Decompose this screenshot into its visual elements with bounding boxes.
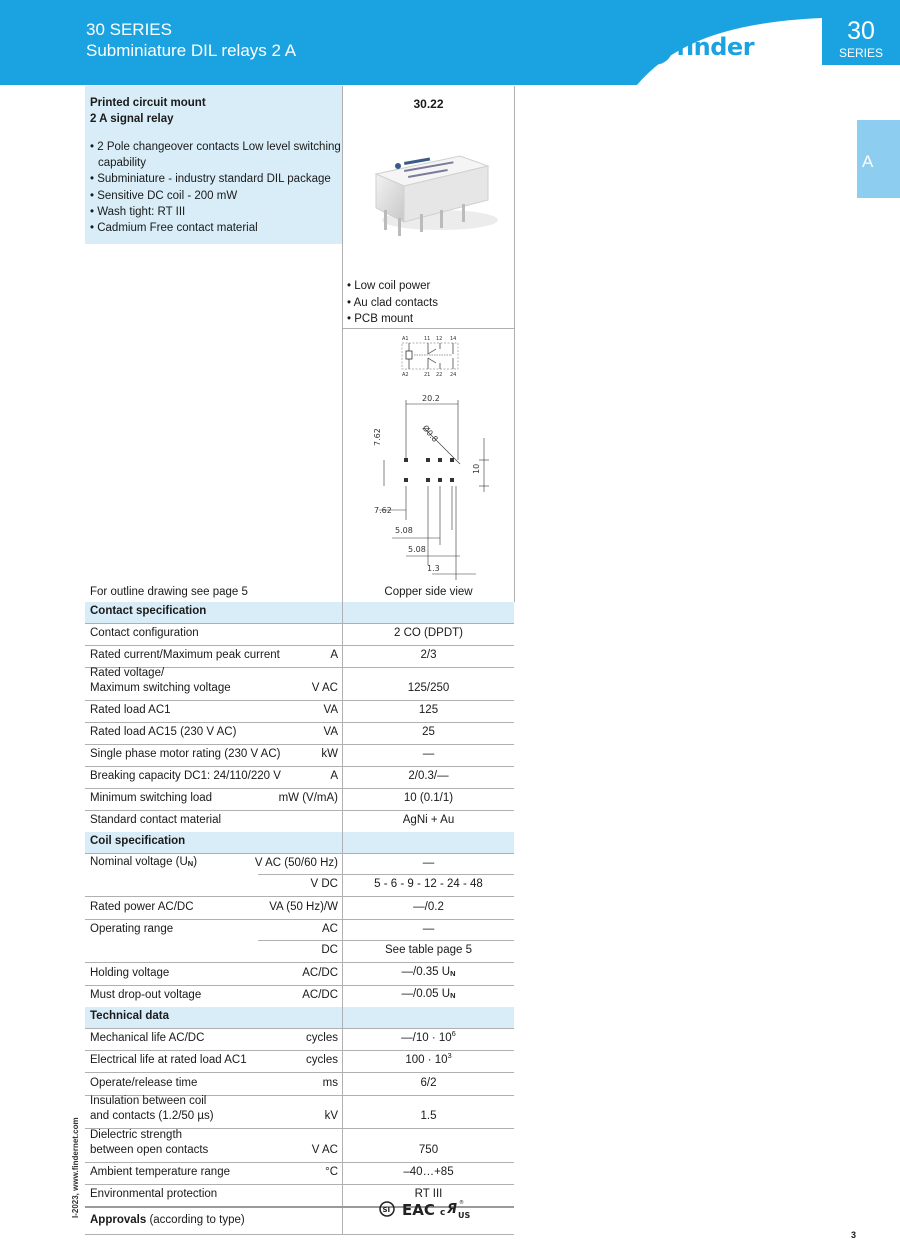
page-number: 3 xyxy=(851,1230,857,1240)
table-row: Operating range AC — xyxy=(85,919,514,941)
spec-table xyxy=(85,602,514,1235)
list-item: • 2 Pole changeover contacts Low level switching capability xyxy=(90,139,342,171)
table-row: Environmental protection RT III xyxy=(85,1184,514,1206)
section-tab[interactable] xyxy=(857,120,900,198)
table-row: Single phase motor rating (230 V AC) kW — xyxy=(85,744,514,766)
table-row: Approvals (according to type) xyxy=(85,1206,514,1235)
dimension-label: 7.62 xyxy=(374,506,392,515)
feature-heading-2: 2 A signal relay xyxy=(90,113,174,125)
column-divider xyxy=(514,86,515,602)
relay-photo-icon xyxy=(368,152,498,244)
section-title: Coil specification xyxy=(90,835,186,847)
table-row: Operate/release time ms 6/2 xyxy=(85,1072,514,1095)
brand-name: finder xyxy=(676,33,755,61)
copper-side-label: Copper side view xyxy=(384,586,473,598)
dimension-label: 1.3 xyxy=(427,564,440,573)
model-feature-list xyxy=(347,278,438,328)
list-item: • PCB mount xyxy=(347,311,438,328)
table-row: Rated voltage/ Maximum switching voltage V AC 125/250 xyxy=(85,667,514,700)
series-subtitle: Subminiature DIL relays 2 A xyxy=(86,41,297,60)
list-item: • Subminiature - industry standard DIL package xyxy=(90,171,342,187)
outline-note: For outline drawing see page 5 xyxy=(90,586,248,598)
list-item: • Au clad contacts xyxy=(347,295,438,312)
section-header-technical xyxy=(85,1007,514,1028)
table-row: Minimum switching load mW (V/mA) 10 (0.1/1) xyxy=(85,788,514,810)
series-label: SERIES xyxy=(838,46,883,60)
dimension-label: 5.08 xyxy=(408,545,426,554)
table-row: Contact configuration 2 CO (DPDT) xyxy=(85,623,514,645)
series-badge xyxy=(822,0,900,65)
outline-drawing-icon xyxy=(364,390,490,580)
table-row: Nominal voltage $(U_N)$ V AC (50/60 Hz) — xyxy=(85,853,514,875)
table-row: Dielectric strength between open contacts V AC 750 xyxy=(85,1128,514,1162)
list-item: • Low coil power xyxy=(347,278,438,295)
table-row: V DC 5 - 6 - 9 - 12 - 24 - 48 xyxy=(85,875,514,896)
pin-label: 21 xyxy=(424,372,431,378)
model-name: 30.22 xyxy=(413,97,444,111)
dimension-label: 7.62 xyxy=(373,428,382,446)
section-title: Technical data xyxy=(90,1010,170,1022)
pin-label: 12 xyxy=(436,336,443,342)
side-footer-text: I-2023, www.findernet.com xyxy=(71,1117,80,1218)
svg-text:®: ® xyxy=(459,1200,464,1206)
series-title: 30 SERIES xyxy=(86,20,172,39)
table-row: Rated current/Maximum peak current A 2/3 xyxy=(85,645,514,667)
table-row: Mechanical life AC/DC cycles —/10 · $10^6$ xyxy=(85,1028,514,1050)
feature-heading-1: Printed circuit mount xyxy=(90,97,206,109)
svg-text:US: US xyxy=(458,1211,471,1220)
table-row: Insulation between coil and contacts (1.2/50 µs) kV 1.5 xyxy=(85,1095,514,1128)
table-row: Rated load AC15 (230 V AC) VA 25 xyxy=(85,722,514,744)
table-row: Ambient temperature range °C –40…+85 xyxy=(85,1162,514,1184)
table-row: Must drop-out voltage AC/DC —/0.05 $U_N$ xyxy=(85,985,514,1007)
wiring-schematic-icon xyxy=(398,334,462,378)
list-item: • Cadmium Free contact material xyxy=(90,220,342,236)
section-header-contact xyxy=(85,602,514,623)
svg-text:c: c xyxy=(440,1208,446,1218)
dimension-label: 5.08 xyxy=(395,526,413,535)
section-header-coil xyxy=(85,832,514,853)
pin-label: 22 xyxy=(436,372,443,378)
dimension-label: 20.2 xyxy=(422,394,440,403)
list-item: • Sensitive DC coil - 200 mW xyxy=(90,188,342,204)
table-row: Standard contact material AgNi + Au xyxy=(85,810,514,832)
dimension-label: 10 xyxy=(472,463,481,474)
table-row: Breaking capacity DC1: 24/110/220 V A 2/0.3/— xyxy=(85,766,514,788)
series-number: 30 xyxy=(847,17,875,45)
column-divider xyxy=(342,86,343,602)
table-row: DC See table page 5 xyxy=(85,941,514,962)
table-row: Rated power AC/DC VA (50 Hz)/W —/0.2 xyxy=(85,896,514,919)
svg-text:Я: Я xyxy=(447,1202,458,1217)
pin-label: 24 xyxy=(450,372,457,378)
svg-text:EAC: EAC xyxy=(402,1201,435,1219)
table-row: Holding voltage AC/DC —/0.35 $U_N$ xyxy=(85,962,514,985)
pin-label: 11 xyxy=(424,336,431,342)
feature-list xyxy=(90,139,342,236)
dimension-label: Ø0.8 xyxy=(420,423,440,444)
section-title: Contact specification xyxy=(90,605,207,617)
pin-label: A1 xyxy=(402,336,409,342)
table-row: Rated load AC1 VA 125 xyxy=(85,700,514,722)
divider xyxy=(342,328,515,329)
svg-text:SI: SI xyxy=(382,1206,391,1214)
section-tab-label: A xyxy=(862,152,874,171)
pin-label: 14 xyxy=(450,336,457,342)
approval-marks-icon xyxy=(378,1198,482,1220)
list-item: • Wash tight: RT III xyxy=(90,204,342,220)
table-row: Electrical life at rated load AC1 cycles $100 \cdot 10^3$ xyxy=(85,1050,514,1072)
pin-label: A2 xyxy=(402,372,409,378)
